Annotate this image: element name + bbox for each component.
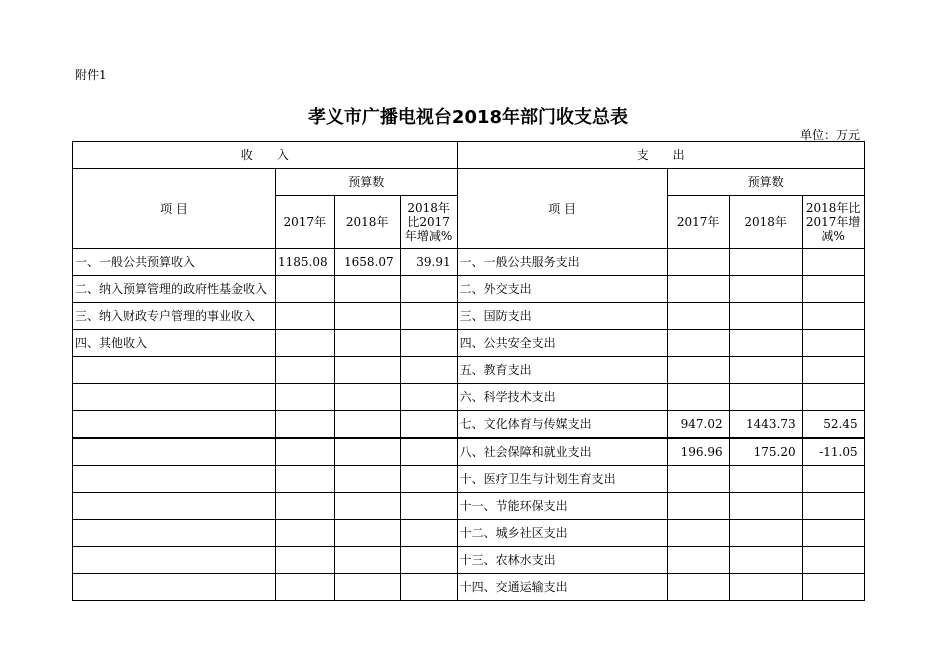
income-item-cell: 三、纳入财政专户管理的事业收入 [73,303,276,330]
income-item-cell [73,547,276,574]
expense-budget-header: 预算数 [667,169,864,196]
income-2017-cell: 1185.08 [276,249,335,276]
income-item-cell: 一、一般公共预算收入 [73,249,276,276]
income-change-cell [400,384,457,411]
expense-item-cell: 十四、交通运输支出 [457,574,667,601]
expense-change-header: 2018年比2017年增减% [802,196,864,249]
expense-2017-cell [667,520,729,547]
income-2017-cell [276,438,335,466]
income-2017-cell [276,547,335,574]
expense-2018-cell [729,384,802,411]
expense-2017-cell: 196.96 [667,438,729,466]
expense-2018-cell: 1443.73 [729,411,802,439]
expense-2018-cell [729,520,802,547]
income-budget-header: 预算数 [276,169,458,196]
expense-item-cell: 十三、农林水支出 [457,547,667,574]
income-2018-header: 2018年 [334,196,400,249]
income-change-cell [400,466,457,493]
expense-2018-cell [729,330,802,357]
income-2018-cell [334,493,400,520]
income-2017-cell [276,357,335,384]
income-change-cell [400,520,457,547]
income-2018-cell [334,411,400,439]
expense-change-cell [802,330,864,357]
expense-2018-cell [729,357,802,384]
income-change-cell [400,574,457,601]
income-item-cell: 四、其他收入 [73,330,276,357]
income-2017-cell [276,384,335,411]
expense-item-cell: 一、一般公共服务支出 [457,249,667,276]
table-row [73,411,865,439]
expense-change-cell [802,249,864,276]
expense-change-cell [802,384,864,411]
income-item-cell [73,493,276,520]
expense-change-cell [802,466,864,493]
income-item-header: 项 目 [73,169,276,249]
expense-2017-cell [667,357,729,384]
income-2018-cell [334,520,400,547]
expense-item-cell: 十二、城乡社区支出 [457,520,667,547]
expense-2018-cell [729,303,802,330]
income-2018-cell [334,547,400,574]
expense-2017-cell [667,384,729,411]
expense-item-cell: 十一、节能环保支出 [457,493,667,520]
expense-change-cell [802,547,864,574]
income-2017-cell [276,303,335,330]
expense-change-cell: -11.05 [802,438,864,466]
income-item-cell [73,466,276,493]
income-2017-cell [276,276,335,303]
income-change-cell: 39.91 [400,249,457,276]
attachment-label: 附件1 [75,68,107,82]
table-row [73,438,865,466]
table-row [73,466,865,493]
expense-2018-cell: 175.20 [729,438,802,466]
expense-item-cell: 八、社会保障和就业支出 [457,438,667,466]
income-2018-cell [334,466,400,493]
expense-item-cell: 三、国防支出 [457,303,667,330]
table-row [73,520,865,547]
income-section-header: 收 入 [73,142,458,169]
income-change-cell [400,276,457,303]
income-2018-cell [334,330,400,357]
expense-2018-cell [729,574,802,601]
expense-2017-cell [667,303,729,330]
expense-2017-cell [667,493,729,520]
income-2017-cell [276,574,335,601]
page-title: 孝义市广播电视台2018年部门收支总表 [307,107,629,128]
expense-item-cell: 五、教育支出 [457,357,667,384]
income-change-cell [400,547,457,574]
expense-change-cell [802,493,864,520]
expense-2018-cell [729,493,802,520]
expense-2018-header: 2018年 [729,196,802,249]
income-change-cell [400,493,457,520]
expense-2018-cell [729,276,802,303]
budget-summary-table [72,141,865,601]
table-row [73,276,865,303]
expense-2017-header: 2017年 [667,196,729,249]
income-2017-cell [276,520,335,547]
table-row [73,330,865,357]
table-row [73,574,865,601]
expense-change-cell [802,276,864,303]
table-row [73,493,865,520]
expense-change-cell [802,357,864,384]
expense-2018-cell [729,547,802,574]
income-item-cell [73,384,276,411]
income-2017-cell [276,466,335,493]
expense-item-cell: 十、医疗卫生与计划生育支出 [457,466,667,493]
income-change-cell [400,357,457,384]
income-2018-cell [334,384,400,411]
income-2018-cell [334,303,400,330]
income-2017-cell [276,411,335,439]
income-change-cell [400,438,457,466]
expense-change-cell [802,520,864,547]
income-2018-cell [334,357,400,384]
table-row [73,547,865,574]
income-item-cell [73,357,276,384]
income-change-cell [400,303,457,330]
income-change-cell [400,330,457,357]
expense-item-header: 项 目 [457,169,667,249]
table-row [73,357,865,384]
expense-section-header: 支 出 [457,142,864,169]
table-row [73,384,865,411]
income-item-cell [73,574,276,601]
income-2018-cell [334,438,400,466]
income-item-cell [73,438,276,466]
expense-2018-cell [729,249,802,276]
income-2017-cell [276,330,335,357]
income-2018-cell [334,276,400,303]
expense-change-cell: 52.45 [802,411,864,439]
income-change-header: 2018年比2017年增减% [400,196,457,249]
expense-change-cell [802,574,864,601]
expense-2017-cell [667,249,729,276]
expense-2017-cell [667,574,729,601]
expense-item-cell: 四、公共安全支出 [457,330,667,357]
expense-item-cell: 二、外交支出 [457,276,667,303]
table-row [73,303,865,330]
income-item-cell [73,411,276,439]
expense-2017-cell [667,330,729,357]
income-item-cell: 二、纳入预算管理的政府性基金收入 [73,276,276,303]
expense-2017-cell [667,547,729,574]
expense-2017-cell [667,466,729,493]
income-item-cell [73,520,276,547]
unit-label: 单位：万元 [799,128,860,142]
income-2018-cell: 1658.07 [334,249,400,276]
table-row [73,249,865,276]
expense-change-cell [802,303,864,330]
income-2018-cell [334,574,400,601]
income-change-cell [400,411,457,439]
income-2017-header: 2017年 [276,196,335,249]
income-2017-cell [276,493,335,520]
expense-2017-cell [667,276,729,303]
expense-item-cell: 六、科学技术支出 [457,384,667,411]
expense-item-cell: 七、文化体育与传媒支出 [457,411,667,439]
expense-2018-cell [729,466,802,493]
expense-2017-cell: 947.02 [667,411,729,439]
